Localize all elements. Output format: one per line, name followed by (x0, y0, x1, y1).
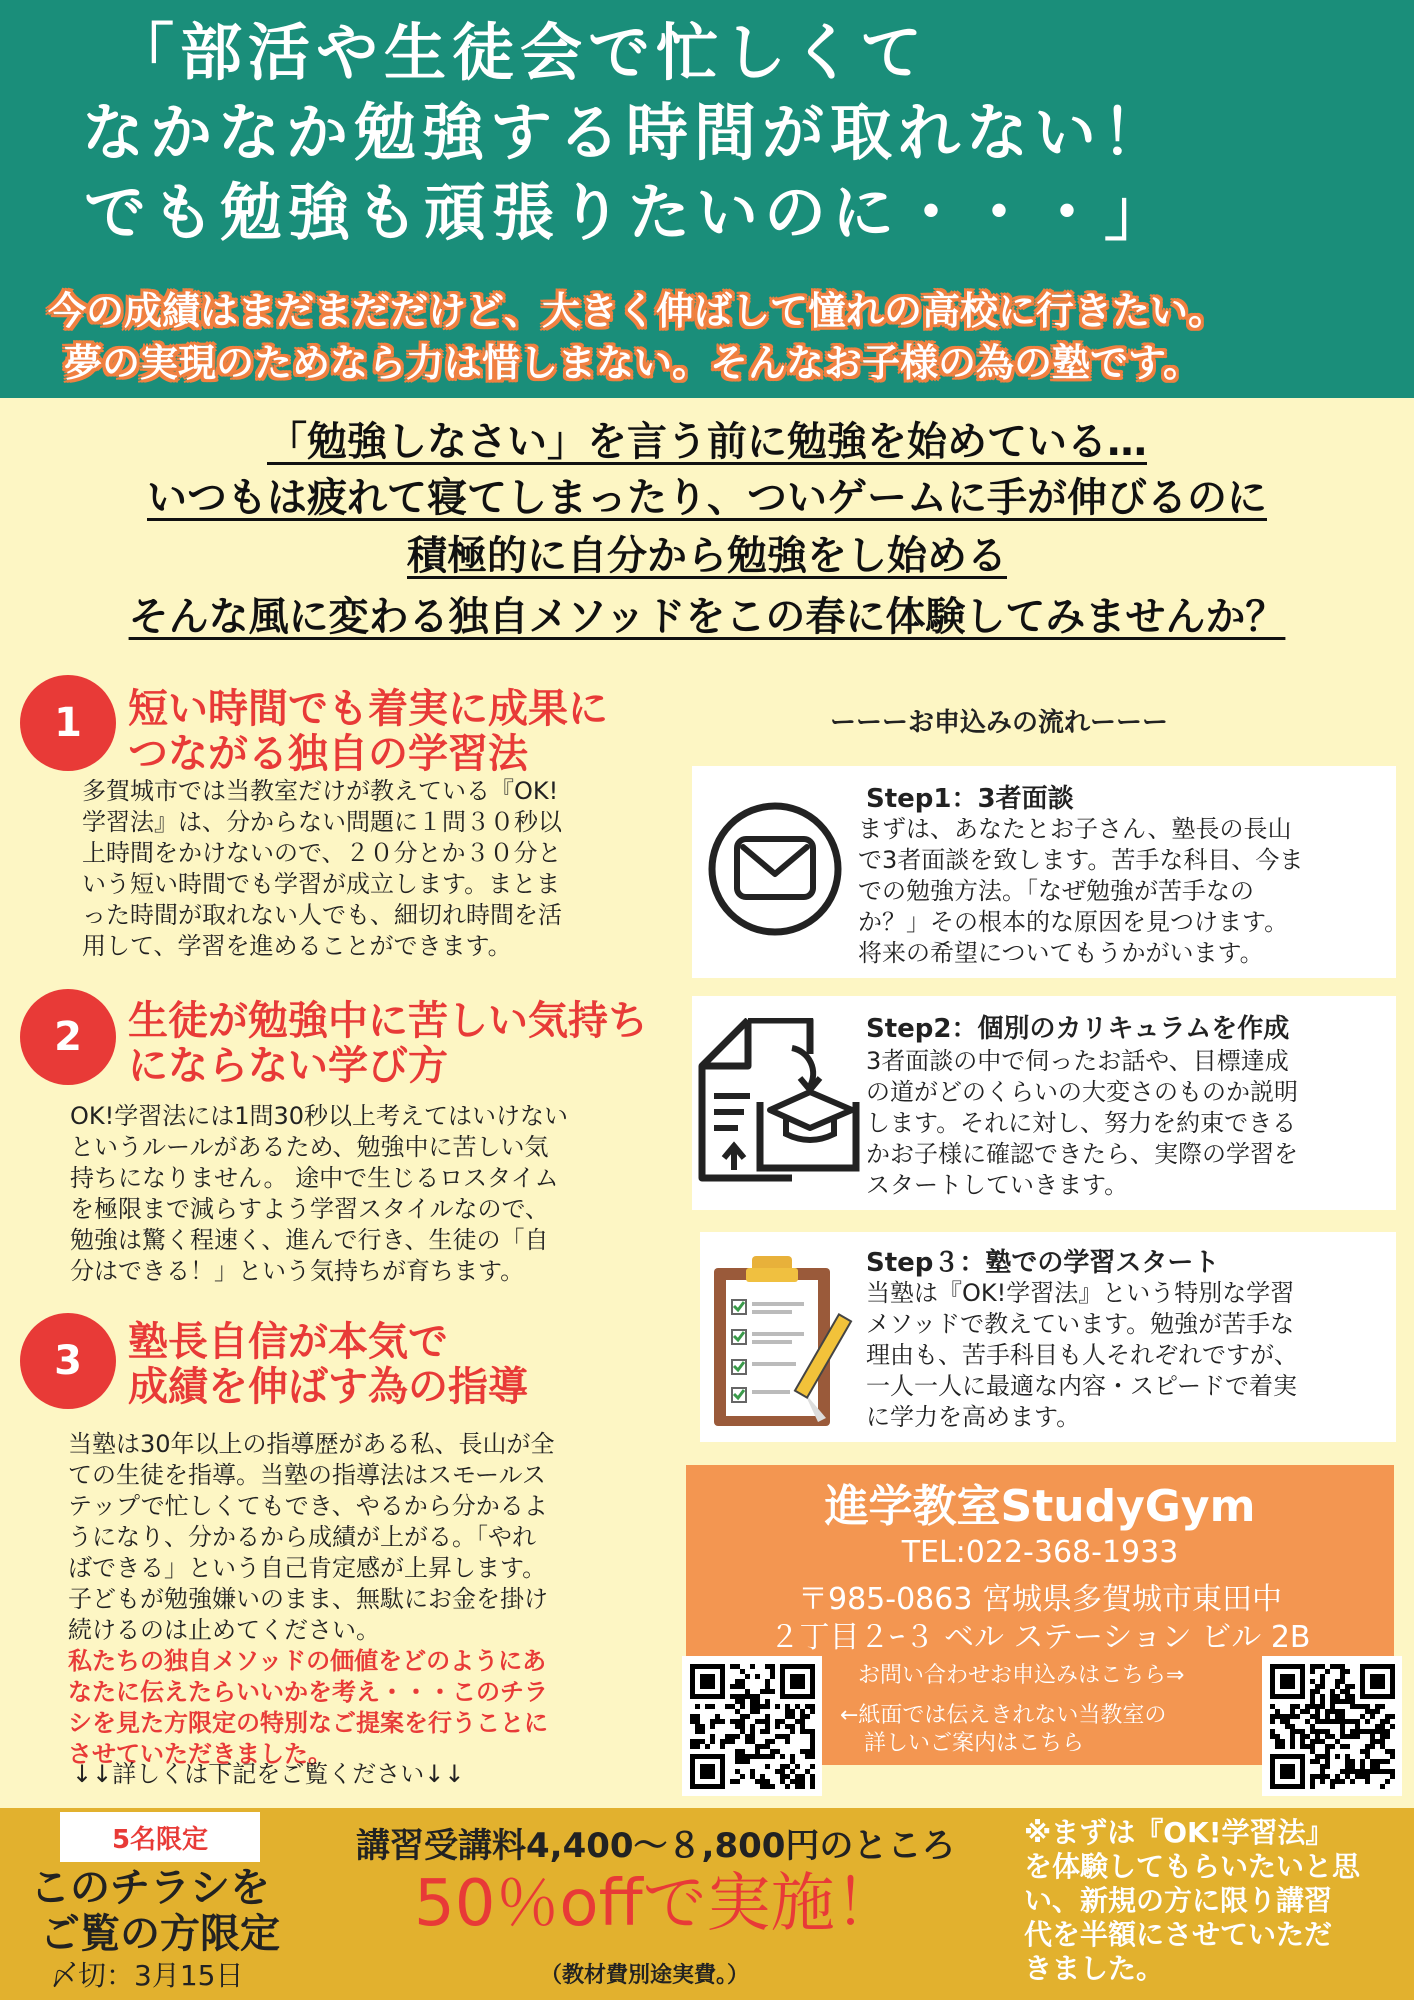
qr-code-inquiry[interactable] (1262, 1656, 1402, 1796)
header-quote-line-1: 「部活や生徒会で忙しくて (112, 16, 929, 89)
feature-3-title: 塾長自信が本気で 成績を伸ばす為の指導 (128, 1319, 528, 1410)
step-1-body: まずは、あなたとお子さん、塾長の長山 で3者面談を致します。苦手な科目、今ま での勉強方法。「なぜ勉強が苦手なの か？」その根本的な原因を見つけます。 将来の希望についてもうかがいます。 (858, 815, 1304, 967)
header-sub-line-1: 今の成績はまだまだだけど、大きく伸ばして憧れの高校に行きたい。 (48, 289, 1227, 333)
step-2-body: 3者面談の中で伺ったお話や、目標達成 の道がどのくらいの大変さのものか説明 します。それに対し、努力を約束できる かお子様に確認できたら、実際の学習を スタートしていきます。 (866, 1047, 1298, 1199)
intro-line-1: 「勉強しなさい」を言う前に勉強を始めている… (267, 419, 1147, 465)
details-text-2: 詳しいご案内はこちら (864, 1731, 1085, 1756)
address-line-2: ２丁目２ｰ３ ベル ステーション ビル 2B (769, 1620, 1311, 1655)
phone-number[interactable]: TEL:022-368-1933 (901, 1535, 1179, 1570)
details-text-1: ←紙面では伝えきれない当教室の (840, 1703, 1167, 1728)
step-3-title: Step３：塾での学習スタート (866, 1248, 1220, 1278)
footer-note: ※まずは『OK!学習法』 を体験してもらいたいと思 い、新規の方に限り講習 代を半額にさせていただ きました。 (1024, 1816, 1361, 1985)
feature-2-title: 生徒が勉強中に苦しい気持ち にならない学び方 (128, 998, 648, 1089)
deadline-text: 〆切：3月15日 (50, 1959, 244, 1992)
feature-1-title: 短い時間でも着実に成果に つながる独自の学習法 (128, 686, 608, 777)
feature-2-body: OK!学習法には1問30秒以上考えてはいけない というルールがあるため、勉強中に苦しい気 持ちになりません。 途中で生じるロスタイム を極限まで減らすよう学習スタイルなので、 勉強は驚く程速く、進んで行き、生徒の「自 分はできる！」という気持ちが育ちます。 (70, 1102, 569, 1285)
step-3-body: 当塾は『OK!学習法』という特別な学習 メソッドで教えています。勉強が苦手な 理由も、苦手科目も人それぞれですが、 一人一人に最適な内容・スピードで着実 に学力を高めます。 (866, 1279, 1298, 1431)
flyer-limited-line-2: ご覧の方限定 (40, 1910, 280, 1957)
limit-badge: 5名限定 (60, 1812, 260, 1862)
step-2-title: Step2：個別のカリキュラムを作成 (866, 1014, 1290, 1044)
qr-code-details[interactable] (682, 1656, 822, 1796)
intro-line-4: そんな風に変わる独自メソッドをこの春に体験してみませんか？ (128, 594, 1286, 640)
header-sub-line-2: 夢の実現のためなら力は惜しまない。そんなお子様の為の塾です。 (64, 341, 1201, 385)
curriculum-icon (692, 1018, 860, 1186)
discount-text: 50％offで実施！ (414, 1867, 899, 1941)
intro-line-2: いつもは疲れて寝てしまったり、ついゲームに手が伸びるのに (147, 475, 1267, 521)
flow-title: ーーーお申込みの流れーーー (830, 708, 1169, 738)
materials-note: （教材費別途実費。） (540, 1963, 750, 1988)
feature-3-highlight: 私たちの独自メソッドの価値をどのようにあ なたに伝えたらいいかを考え・・・このチラ シを見た方限定の特別なご提案を行うことに させていただきました。 (68, 1647, 548, 1768)
envelope-icon (706, 800, 844, 938)
inquiry-text: お問い合わせお申込みはこちら⇒ (858, 1663, 1185, 1688)
feature-1-number: 1 (20, 675, 116, 771)
school-name: 進学教室StudyGym (824, 1481, 1256, 1532)
intro-line-3: 積極的に自分から勉強をし始める (407, 533, 1007, 579)
feature-1-body: 多賀城市では当教室だけが教えている『OK! 学習法』は、分からない問題に１問３０秒以 上時間をかけないので、２０分とか３０分と いう短い時間でも学習が成立します。まとま った時間が取れない人でも、細切れ時間を活 用して、学習を進めることができます。 (82, 777, 562, 960)
flyer-limited-line-1: このチラシを (30, 1864, 270, 1911)
feature-3-body: 当塾は30年以上の指導歴がある私、長山が全 ての生徒を指導。当塾の指導法はスモールス テップで忙しくてもでき、やるから分かるよ うになり、分かるから成績が上がる。「やれ ばできる」という自己肯定感が上昇します。 子どもが勉強嫌いのまま、無駄にお金を掛け 続けるのは止めてください。 (68, 1430, 555, 1644)
feature-3-after: ↓↓詳しくは下記をご覧ください↓↓ (72, 1760, 465, 1788)
price-text: 講習受講料4,400～８,800円のところ (356, 1826, 956, 1866)
feature-3-number: 3 (20, 1313, 116, 1409)
address-line-1: 〒985-0863 宮城県多賀城市東田中 (798, 1582, 1282, 1617)
step-1-title: Step1：3者面談 (866, 784, 1074, 814)
header-quote-line-2: なかなか勉強する時間が取れない！ (82, 96, 1171, 169)
clipboard-icon (704, 1252, 864, 1430)
feature-2-number: 2 (20, 989, 116, 1085)
header-quote-line-3: でも勉強も頑張りたいのに・・・」 (84, 176, 1173, 249)
